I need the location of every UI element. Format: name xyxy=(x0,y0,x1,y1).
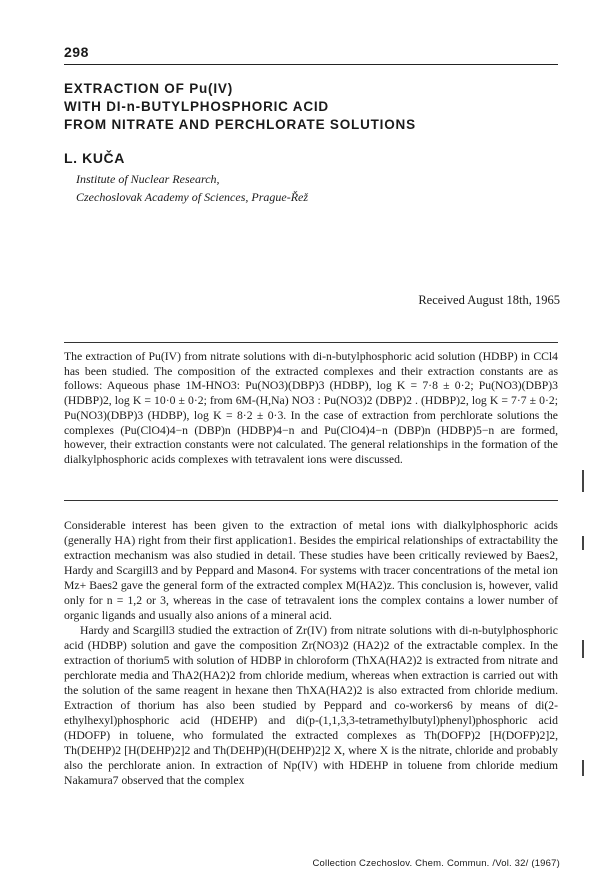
margin-mark xyxy=(582,640,584,658)
title-line: EXTRACTION OF Pu(IV) xyxy=(64,81,233,96)
abstract: The extraction of Pu(IV) from nitrate solutions with di-n-butylphosphoric acid solution (HDBP) in CCl4 has been studied. The composition of the extracted complexes and their extraction constants are as follows: Aqueous phase 1M-HNO3: Pu(NO3)(DBP)3 (HDBP), log K = 7·8 ± 0·2; Pu(NO3)(DBP)3 (HDBP)2, log K = 10·0 ± 0·2; from 6M-(H,Na) NO3 : Pu(NO3)2 (DBP)2 . (HDBP)2, log K = 7·7 ± 0·2; Pu(NO3)(DBP)3 (HDBP), log K = 8·2 ± 0·3. In the case of extraction from perchlorate solutions the complexes (Pu(ClO4)4−n (DBP)n (HDBP)4−n and Pu(ClO4)4−n (DBP)n (HDBP)5−n are formed, however, their extraction constants were not calculated. The general relationships in the formation of the dialkylphosphoric acids complexes with tetravalent ions were discussed. xyxy=(64,350,558,466)
title-line: WITH DI-n-BUTYLPHOSPHORIC ACID xyxy=(64,99,329,114)
margin-mark xyxy=(582,760,584,776)
title-line: FROM NITRATE AND PERCHLORATE SOLUTIONS xyxy=(64,117,416,132)
abstract-bottom-rule xyxy=(64,500,558,501)
author: L. KUČA xyxy=(64,150,125,166)
affiliation-line: Czechoslovak Academy of Sciences, Prague-Řež xyxy=(76,190,309,204)
margin-mark xyxy=(582,470,584,492)
body-text xyxy=(64,518,558,788)
article-title xyxy=(64,80,558,134)
received-date: Received August 18th, 1965 xyxy=(418,293,560,307)
abstract-top-rule xyxy=(64,342,558,343)
paragraph: Considerable interest has been given to the extraction of metal ions with dialkylphosphoric acids (generally HA) right from their first application1. Besides the empirical relationships of extractability the extraction mechanism was also studied in detail. These studies have been critically reviewed by Baes2, Hardy and Scargill3 and by Peppard and Mason4. For systems with tracer concentrations of the metal ion Mz+ Baes2 gave the general form of the extracted complex M(HA2)z. This conclusion is, however, valid only for n = 1,2 or 3, whereas in the case of tetravalent ions the complex contains a lower number of organic ligands and usually also anions of a mineral acid. xyxy=(64,519,558,622)
page-number: 298 xyxy=(64,44,89,60)
paragraph: Hardy and Scargill3 studied the extraction of Zr(IV) from nitrate solutions with di-n-butylphosphoric acid (HDBP) solution and gave the composition Zr(NO3)2 (HA2)2 of the extractable complex. In the extraction of thorium5 with solution of HDBP in chloroform (ThXA(HA2)2 is extracted from nitrate and perchlorate media and ThA2(HA2)2 from chloride medium, whereas when extraction is carried out with the solution of the same reagent in hexane then ThXA(HA2)2 is also extracted from chloride medium. Extraction of thorium has also been studied by Peppard and co-workers6 by means of di(2-ethylhexyl)phosphoric acid (HDEHP) and di(p-(1,1,3,3-tetramethylbutyl)phenyl)phosphoric acid (HDOFP) in toluene, who formulated the extracted complexes as Th(DOFP)2 [H(DOFP)2]2, Th(DEHP)2 [H(DEHP)2]2 and Th(DEHP)(H(DEHP)2]2 X, where X is the nitrate, chloride and probably also the perchlorate anion. In extraction of Np(IV) with HDEHP in toluene from chloride medium Nakamura7 observed that the complex xyxy=(64,624,558,787)
affiliation-line: Institute of Nuclear Research, xyxy=(76,172,220,186)
journal-footer: Collection Czechoslov. Chem. Commun. /Vol. 32/ (1967) xyxy=(312,858,560,869)
affiliation xyxy=(76,170,308,206)
header-rule xyxy=(64,64,558,65)
margin-mark xyxy=(582,536,584,550)
